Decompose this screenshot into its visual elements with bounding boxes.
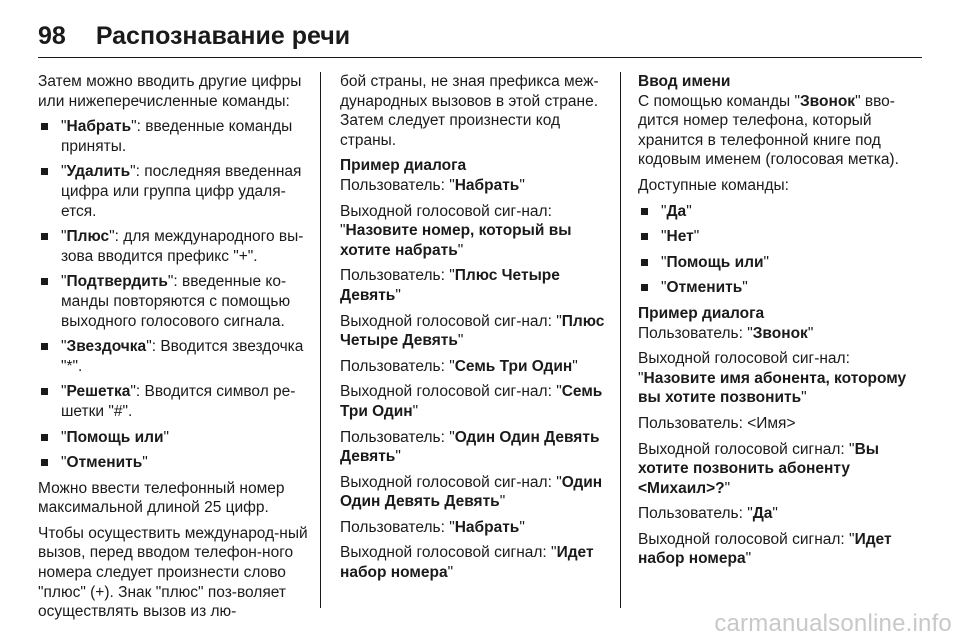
dialog-line: Пользователь: "Звонок" — [638, 324, 814, 342]
command-name: Помощь или — [66, 428, 164, 446]
command-list — [38, 117, 308, 473]
dialog-line: Выходной голосовой сиг-нал: "Назовите имя абонента, которому вы хотите позвонить" — [638, 350, 907, 407]
section-heading: Ввод имени — [638, 73, 731, 90]
header-rule — [38, 57, 922, 58]
page-number: 98 — [38, 21, 66, 50]
column-3 — [638, 72, 908, 575]
command-item: "Помощь или" — [38, 428, 308, 448]
dialog-line: Пользователь: "Один Один Девять Девять" — [340, 428, 600, 466]
command-item: "Набрать": введенные команды приняты. — [38, 117, 308, 156]
watermark: carmanualsonline.info — [714, 610, 952, 637]
dialog-line: Выходной голосовой сигнал: "Идет набор номера" — [340, 544, 594, 582]
command-item: "Да" — [638, 202, 908, 222]
command-item: "Нет" — [638, 227, 908, 247]
command-item: "Звездочка": Вводится звездочка "*". — [38, 337, 308, 376]
available-commands-label: Доступные команды: — [638, 176, 789, 194]
command-name: Плюс — [66, 228, 110, 246]
command-item: "Удалить": последняя введенная цифра или группа цифр удаля-ется. — [38, 162, 308, 221]
col2-continuation: бой страны, не зная префикса меж-дународных вызовов в этой стране. Затем следует произнести код страны. — [340, 73, 599, 149]
page-title: Распознавание речи — [95, 21, 351, 50]
command-desc: : введенные ко-манды повторяются с помощью выходного голосового сигнала. — [61, 273, 291, 330]
dialog-line: Пользователь: "Да" — [638, 505, 778, 523]
dialog-line: Выходной голосовой сиг-нал: "Плюс Четыре Девять" — [340, 312, 605, 350]
col1-para-international: Чтобы осуществить международ-ный вызов, перед вводом телефон-ного номера следует произнести слово "плюс" (+). Знак "плюс" поз-воляет осуществлять вызов из лю- — [38, 524, 308, 621]
dialog-example-heading: Пример диалога — [340, 157, 467, 175]
column-divider-2 — [620, 72, 621, 608]
column-2 — [340, 72, 610, 589]
command-name: Набрать — [66, 118, 132, 136]
col1-para-max-digits: Можно ввести телефонный номер максимальной длиной 25 цифр. — [38, 479, 285, 517]
dialog-line: Пользователь: "Семь Три Один" — [340, 357, 578, 375]
dialog-line: Пользователь: "Набрать" — [340, 518, 525, 536]
dialog-line: Пользователь: <Имя> — [638, 414, 796, 432]
command-item: "Подтвердить": введенные ко-манды повторяются с помощью выходного голосового сигнала. — [38, 272, 308, 331]
command-name: Решетка — [66, 383, 131, 401]
command-item: "Решетка": Вводится символ ре-шетки "#". — [38, 382, 308, 421]
dialog-example-heading: Пример диалога — [638, 304, 765, 322]
command-item: "Отменить" — [38, 453, 308, 473]
column-1 — [38, 72, 308, 628]
dialog-line: Выходной голосовой сиг-нал: "Семь Три Один" — [340, 383, 603, 420]
col1-intro: Затем можно вводить другие цифры или нижеперечисленные команды: — [38, 73, 302, 110]
command-desc: : для международного вы-зова вводится префикс "+". — [61, 228, 304, 265]
column-divider-1 — [320, 72, 321, 608]
command-desc: : последняя введенная цифра или группа цифр удаля-ется. — [61, 163, 302, 220]
command-desc: : Вводится символ ре-шетки "#". — [61, 383, 296, 420]
page-header — [38, 16, 922, 56]
dialog-line: Выходной голосовой сигнал: "Вы хотите позвонить абоненту <Михаил>?" — [638, 440, 879, 497]
command-desc: : Вводится звездочка "*". — [61, 338, 304, 375]
command-name: Подтвердить — [66, 273, 168, 291]
command-name: Отменить — [66, 454, 143, 472]
command-desc: : введенные команды приняты. — [61, 118, 293, 155]
command-item: "Плюс": для международного вы-зова вводится префикс "+". — [38, 227, 308, 266]
command-name: Удалить — [66, 163, 131, 181]
dialog-line: Выходной голосовой сиг-нал: "Назовите номер, который вы хотите набрать" — [340, 202, 572, 259]
dialog-line: Выходной голосовой сигнал: "Идет набор номера" — [638, 530, 892, 568]
command-item: "Помощь или" — [638, 253, 908, 273]
col3-intro: С помощью команды "Звонок" вво-дится номер телефона, который хранится в телефонной книге под кодовым именем (голосовая метка). — [638, 92, 899, 169]
dialog-line: Выходной голосовой сиг-нал: "Один Один Девять Девять" — [340, 473, 603, 511]
command-name: Звездочка — [66, 338, 147, 356]
dialog-line: Пользователь: "Плюс Четыре Девять" — [340, 267, 560, 304]
available-command-list — [638, 202, 908, 298]
dialog-line: Пользователь: "Набрать" — [340, 176, 525, 194]
command-item: "Отменить" — [638, 278, 908, 298]
